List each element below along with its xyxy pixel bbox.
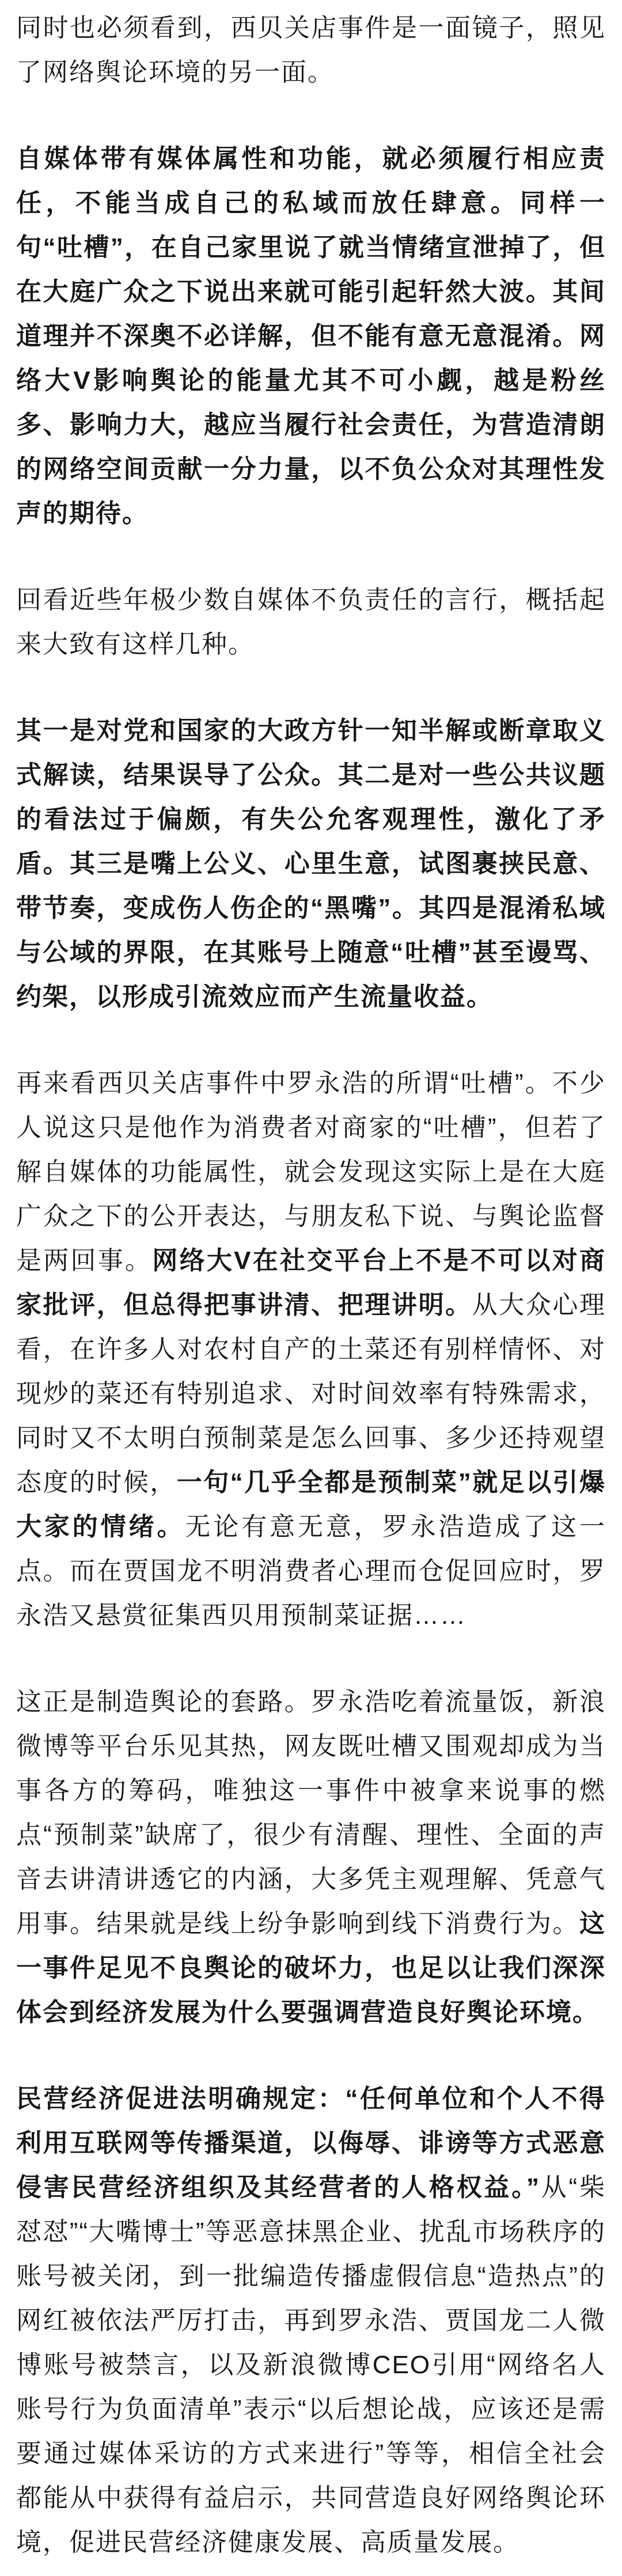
paragraph-private-economy-law — [16, 2077, 606, 2564]
paragraph-mirror-intro — [16, 6, 606, 94]
bold-text-run: 一句“几乎全都是预制菜”就足以引爆大家的情绪。 — [16, 1468, 606, 1541]
text-run: 从大众心理看，在许多人对农村自产的土菜还有别样情怀、对现炒的菜还有特别追求、对时间效率有特殊需求，同时又不太明白预制菜是怎么回事、多少还持观望态度的时候， — [16, 1291, 606, 1497]
paragraph-luo-yonghao-tucao — [16, 1061, 606, 1638]
paragraph-self-media-responsibility — [16, 137, 606, 536]
text-run: 无论有意无意，罗永浩造成了这一点。而在贾国龙不明消费者心理而仓促回应时，罗永浩又悬赏征集西贝用预制菜证据…… — [16, 1513, 606, 1630]
text-run: 同时也必须看到，西贝关店事件是一面镜子，照见了网络舆论环境的另一面。 — [16, 14, 606, 86]
paragraph-opinion-making-routine — [16, 1680, 606, 2035]
bold-text-run: 网络大V在社交平台上不是不可以对商家批评，但总得把事讲清、把理讲明。 — [16, 1247, 606, 1319]
text-run: 这正是制造舆论的套路。罗永浩吃着流量饭，新浪微博等平台乐见其热，网友既吐槽又围观却成为当事各方的筹码，唯独这一事件中被拿来说事的燃点“预制菜”缺席了，很少有清醒、理性、全面的声音去讲清讲透它的内涵，大多凭主观理解、凭意气用事。结果就是线上纷争影响到线下消费行为。 — [16, 1688, 606, 1938]
paragraph-review-lead-in — [16, 578, 606, 666]
text-run: 再来看西贝关店事件中罗永浩的所谓“吐槽”。不少人说这只是他作为消费者对商家的“吐槽”，但若了解自媒体的功能属性，就会发现这实际上是在大庭广众之下的公开表达，与朋友私下说、与舆论监督是两回事。 — [16, 1069, 606, 1275]
bold-text-run: 其一是对党和国家的大政方针一知半解或断章取义式解读，结果误导了公众。其二是对一些公共议题的看法过于偏颇，有失公允客观理性，激化了矛盾。其三是嘴上公义、心里生意，试图裹挟民意、带节奏，变成伤人伤企的“黑嘴”。其四是混淆私域与公域的界限，在其账号上随意“吐槽”甚至谩骂、约架，以形成引流效应而产生流量收益。 — [16, 717, 606, 1011]
bold-text-run: 自媒体带有媒体属性和功能，就必须履行相应责任，不能当成自己的私域而放任肆意。同样一句“吐槽”，在自己家里说了就当情绪宣泄掉了，但在大庭广众之下说出来就可能引起轩然大波。其间道理并不深奥不必详解，但不能有意无意混淆。网络大V影响舆论的能量尤其不可小觑，越是粉丝多、影响力大，越应当履行社会责任，为营造清朗的网络空间贡献一分力量，以不负公众对其理性发声的期待。 — [16, 145, 606, 528]
bold-text-run: 这一事件足见不良舆论的破坏力，也足以让我们深深体会到经济发展为什么要强调营造良好舆论环境。 — [16, 1910, 606, 2026]
text-run: 从“柴怼怼”“大嘴博士”等恶意抹黑企业、扰乱市场秩序的账号被关闭，到一批编造传播虚假信息“造热点”的网红被依法严厉打击，再到罗永浩、贾国龙二人微博账号被禁言，以及新浪微博CEO引用“网络名人账号行为负面清单”表示“以后想论战，应该还是需要通过媒体采访的方式来进行”等等，相信全社会都能从中获得有益启示，共同营造良好网络舆论环境，促进民营经济健康发展、高质量发展。 — [16, 2173, 606, 2556]
paragraph-four-types — [16, 709, 606, 1019]
bold-text-run: 民营经济促进法明确规定：“任何单位和个人不得利用互联网等传播渠道，以侮辱、诽谤等方式恶意侵害民营经济组织及其经营者的人格权益。” — [16, 2085, 606, 2202]
text-run: 回看近些年极少数自媒体不负责任的言行，概括起来大致有这样几种。 — [16, 586, 606, 658]
